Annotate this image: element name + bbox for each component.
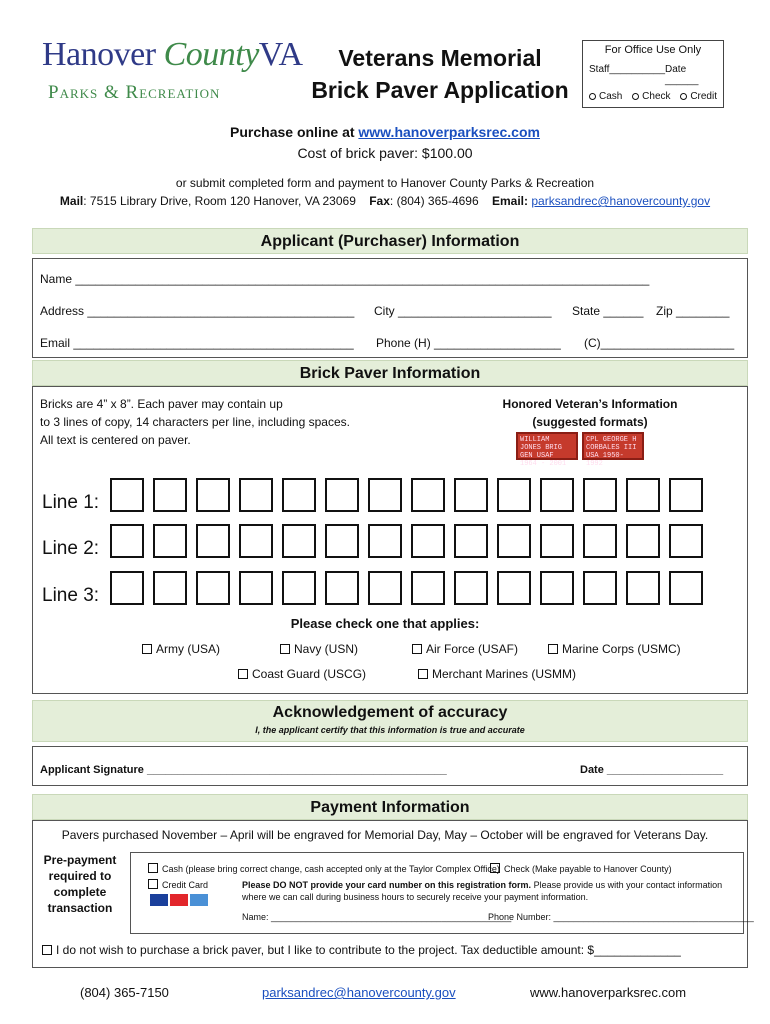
office-cash: Cash [589, 91, 622, 102]
char-box-line2[interactable] [110, 524, 144, 558]
char-box-line2[interactable] [196, 524, 230, 558]
char-box-line1[interactable] [110, 478, 144, 512]
char-box-line3[interactable] [368, 571, 402, 605]
email-link[interactable]: parksandrec@hanovercounty.gov [531, 194, 711, 208]
brick-description: Bricks are 4” x 8”. Each paver may contain up to 3 lines of copy, 14 characters per line, including spaces. All text is centered on paver. [40, 397, 350, 447]
logo-bottom: Parks & Recreation [48, 82, 221, 103]
card-logos [150, 894, 208, 906]
branch-marine[interactable]: Marine Corps (USMC) [548, 642, 681, 656]
branch-air-force[interactable]: Air Force (USAF) [412, 642, 518, 656]
city-field[interactable]: City _______________________ [374, 304, 552, 318]
footer-phone: (804) 365-7150 [80, 985, 169, 1000]
checkbox-icon [148, 879, 158, 889]
char-box-line1[interactable] [583, 478, 617, 512]
footer-website[interactable]: www.hanoverparksrec.com [530, 985, 687, 1000]
char-box-line2[interactable] [153, 524, 187, 558]
line1-label: Line 1: [42, 492, 100, 513]
char-box-line3[interactable] [239, 571, 273, 605]
sample-brick-image: WILLIAM JONES BRIG GEN USAF 1964 - 2001 [516, 432, 578, 460]
office-heading: For Office Use Only [604, 44, 702, 56]
char-box-line3[interactable] [196, 571, 230, 605]
char-box-line2[interactable] [411, 524, 445, 558]
char-box-line1[interactable] [626, 478, 660, 512]
char-box-line3[interactable] [153, 571, 187, 605]
page-title: Veterans Memorial Brick Paver Application [311, 45, 569, 103]
line2-label: Line 2: [42, 538, 100, 559]
char-box-line2[interactable] [282, 524, 316, 558]
char-box-line3[interactable] [282, 571, 316, 605]
radio-icon [680, 93, 687, 100]
office-staff: Staff__________ [589, 64, 666, 75]
ack-heading: Acknowledgement of accuracy I, the applicant certify that this information is true and accurate [32, 700, 748, 742]
char-box-line1[interactable] [368, 478, 402, 512]
char-box-line1[interactable] [325, 478, 359, 512]
logo-top: Hanover CountyVA [42, 36, 303, 73]
address-field[interactable]: Address ________________________________________ [40, 304, 355, 318]
char-box-line2[interactable] [368, 524, 402, 558]
submit-text: or submit completed form and payment to Hanover County Parks & Recreation [175, 176, 595, 190]
char-box-line1[interactable] [282, 478, 316, 512]
office-date: Date ______ [665, 64, 699, 86]
char-box-line2[interactable] [583, 524, 617, 558]
check-option[interactable]: Check (Make payable to Hanover County) [490, 863, 672, 874]
line3-label: Line 3: [42, 585, 100, 606]
check-prompt: Please check one that applies: [290, 616, 480, 631]
ack-sub: I, the applicant certify that this information is true and accurate [255, 725, 525, 735]
credit-option[interactable]: Credit Card [148, 879, 208, 890]
zip-field[interactable]: Zip ________ [656, 304, 730, 318]
char-box-line1[interactable] [153, 478, 187, 512]
checkbox-icon [42, 945, 52, 955]
amex-icon [190, 894, 208, 906]
radio-icon [632, 93, 639, 100]
checkbox-icon [148, 863, 158, 873]
office-check: Check [632, 91, 670, 102]
char-box-line2[interactable] [325, 524, 359, 558]
mastercard-icon [170, 894, 188, 906]
char-box-line1[interactable] [669, 478, 703, 512]
payment-heading: Payment Information [32, 794, 748, 820]
char-box-line1[interactable] [411, 478, 445, 512]
char-box-line2[interactable] [454, 524, 488, 558]
state-field[interactable]: State ______ [572, 304, 644, 318]
char-box-line3[interactable] [497, 571, 531, 605]
branch-navy[interactable]: Navy (USN) [280, 642, 358, 656]
checkbox-icon [142, 644, 152, 654]
checkbox-icon [490, 863, 500, 873]
branch-merchant[interactable]: Merchant Marines (USMM) [418, 667, 576, 681]
date-field[interactable]: Date ___________________ [580, 764, 724, 776]
char-box-line2[interactable] [540, 524, 574, 558]
phone-home-field[interactable]: Phone (H) ___________________ [376, 336, 561, 350]
checkbox-icon [280, 644, 290, 654]
char-box-line2[interactable] [669, 524, 703, 558]
email-field[interactable]: Email __________________________________________ [40, 336, 354, 350]
checkbox-icon [418, 669, 428, 679]
char-box-line3[interactable] [583, 571, 617, 605]
website-link[interactable]: www.hanoverparksrec.com [358, 124, 540, 140]
purchase-online: Purchase online at www.hanoverparksrec.com [230, 124, 540, 140]
cash-option[interactable]: Cash (please bring correct change, cash accepted only at the Taylor Complex Office) [148, 863, 500, 874]
signature-field[interactable]: Applicant Signature _________________________________________________ [40, 764, 447, 776]
brick-heading: Brick Paver Information [32, 360, 748, 386]
footer-email[interactable]: parksandrec@hanovercounty.gov [262, 985, 456, 1000]
char-box-line3[interactable] [669, 571, 703, 605]
char-box-line1[interactable] [239, 478, 273, 512]
char-box-line3[interactable] [454, 571, 488, 605]
radio-icon [589, 93, 596, 100]
char-box-line1[interactable] [540, 478, 574, 512]
payment-name-field[interactable]: Name: ________________________________________________ [242, 912, 512, 922]
name-field[interactable]: Name ______________________________________________________________________________________ [40, 272, 650, 286]
char-box-line3[interactable] [411, 571, 445, 605]
donate-option[interactable]: I do not wish to purchase a brick paver, but I like to contribute to the project. Tax deductible amount: $_____________ [42, 943, 681, 957]
checkbox-icon [412, 644, 422, 654]
char-box-line2[interactable] [497, 524, 531, 558]
char-box-line3[interactable] [325, 571, 359, 605]
applicant-heading: Applicant (Purchaser) Information [32, 228, 748, 254]
office-credit: Credit [680, 91, 717, 102]
office-use-box [582, 40, 724, 108]
branch-coast-guard[interactable]: Coast Guard (USCG) [238, 667, 366, 681]
char-box-line2[interactable] [239, 524, 273, 558]
char-box-line1[interactable] [196, 478, 230, 512]
char-box-line3[interactable] [626, 571, 660, 605]
honored-heading: Honored Veteran’s Information (suggested formats) [502, 397, 678, 429]
visa-icon [150, 894, 168, 906]
engrave-note: Pavers purchased November – April will be engraved for Memorial Day, May – October will be engraved for Veterans Day. [61, 828, 709, 842]
checkbox-icon [238, 669, 248, 679]
char-box-line1[interactable] [454, 478, 488, 512]
branch-army[interactable]: Army (USA) [142, 642, 220, 656]
checkbox-icon [548, 644, 558, 654]
cost-text: Cost of brick paver: $100.00 [297, 145, 473, 161]
char-box-line2[interactable] [626, 524, 660, 558]
char-box-line3[interactable] [110, 571, 144, 605]
prepay-note: Pre-payment required to complete transaction [43, 853, 117, 915]
payment-phone-field[interactable]: Phone Number: ________________________________________ [488, 912, 754, 922]
phone-cell-field[interactable]: (C)____________________ [584, 336, 735, 350]
mail-line: Mail: 7515 Library Drive, Room 120 Hanover, VA 23069 Fax: (804) 365-4696 Email: parksandrec@hanovercounty.gov [59, 194, 711, 208]
char-box-line1[interactable] [497, 478, 531, 512]
char-box-line3[interactable] [540, 571, 574, 605]
credit-warning: Please DO NOT provide your card number on this registration form. Please provide us with your contact information where we can call during business hours to securely receive your payment information. [242, 880, 723, 902]
sample-brick-image: CPL GEORGE H CORBALES III USA 1950-1992 [582, 432, 644, 460]
